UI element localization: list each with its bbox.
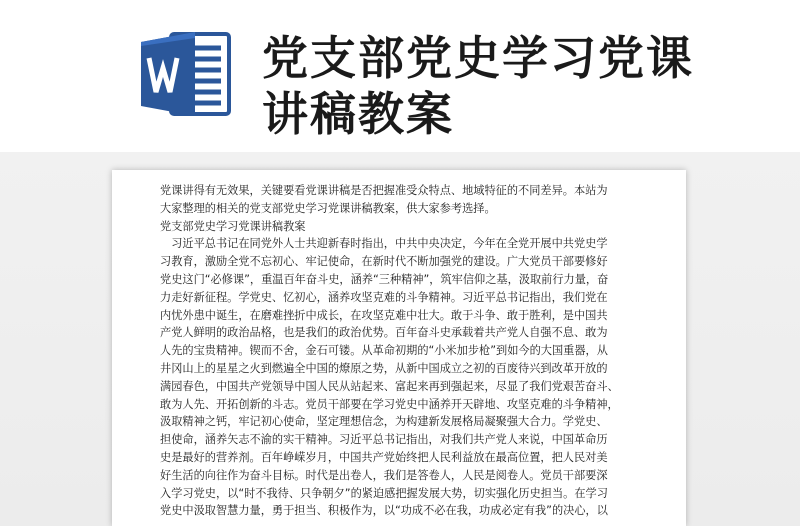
text-line: 内忧外患中诞生，在磨难挫折中成长，在攻坚克难中壮大。敢于斗争、敢于胜利，是中国共: [160, 308, 608, 322]
word-document-icon: [135, 24, 235, 124]
text-line: 党史中汲取智慧力量，勇于担当、积极作为，以“功成不必在我，功成必定有我”的决心，以: [160, 504, 608, 518]
document-heading: 党支部党史学习党课讲稿教案: [160, 219, 306, 233]
text-line: 力走好新征程。学党史、忆初心，涵养攻坚克难的斗争精神。习近平总书记指出，我们党在: [160, 290, 608, 304]
text-line: 党课讲得有无效果，关键要看党课讲稿是否把握准受众特点、地域特征的不同差异。本站为: [160, 184, 608, 197]
text-line: 党史这门“必修课”，重温百年奋斗史，涵养“三种精神”，筑牢信仰之基，汲取前行力量，奋: [160, 272, 609, 286]
text-line: 井冈山上的星星之火到燃遍全中国的燎原之势，从新中国成立之初的百废待兴到改革开放的: [160, 361, 608, 375]
header-banner: [0, 0, 800, 150]
text-line: 习近平总书记在同党外人士共迎新春时指出，中共中央决定，今年在全党开展中共党史学: [160, 237, 608, 251]
title-line: 党支部党史学习党课: [262, 31, 694, 85]
text-line: 习教育，激励全党不忘初心、牢记使命，在新时代不断加强党的建设。广大党员干部要修好: [160, 255, 608, 269]
text-line: 产党人鲜明的政治品格，也是我们的政治优势。百年奋斗史承载着共产党人自强不息、敢为: [160, 326, 608, 340]
document-page: [112, 170, 686, 526]
text-line: 满园春色，中国共产党领导中国人民从站起来、富起来再到强起来，尽显了我们党艰苦奋斗、: [160, 379, 619, 393]
page-title: [262, 30, 694, 142]
text-line: 史是最好的营养剂。百年峥嵘岁月，中国共产党始终把人民利益放在最高位置，把人民对美: [160, 450, 608, 464]
text-line: 敢为人先、开拓创新的斗志。党员干部要在学习党史中涵养开天辟地、攻坚克难的斗争精神，: [160, 397, 619, 411]
text-line: 大家整理的相关的党支部党史学习党课讲稿教案，供大家参考选择。: [160, 201, 496, 215]
text-line: 人先的宝贵精神。锲而不舍，金石可镂。从革命初期的“小米加步枪”到如今的大国重器，从: [160, 344, 608, 358]
text-line: 汲取精神之钙，牢记初心使命，坚定理想信念，为构建新发展格局凝聚强大合力。学党史、: [160, 415, 608, 429]
text-line: 好生活的向往作为奋斗目标。时代是出卷人，我们是答卷人，人民是阅卷人。党员干部要深: [160, 468, 608, 482]
title-line: 讲稿教案: [262, 87, 454, 141]
text-line: 入学习党史，以“时不我待、只争朝夕”的紧迫感把握发展大势，切实强化历史担当。在学习: [160, 486, 608, 500]
text-line: 担使命，涵养矢志不渝的实干精神。习近平总书记指出，对我们共产党人来说，中国革命历: [160, 433, 608, 447]
document-body: [160, 182, 646, 520]
